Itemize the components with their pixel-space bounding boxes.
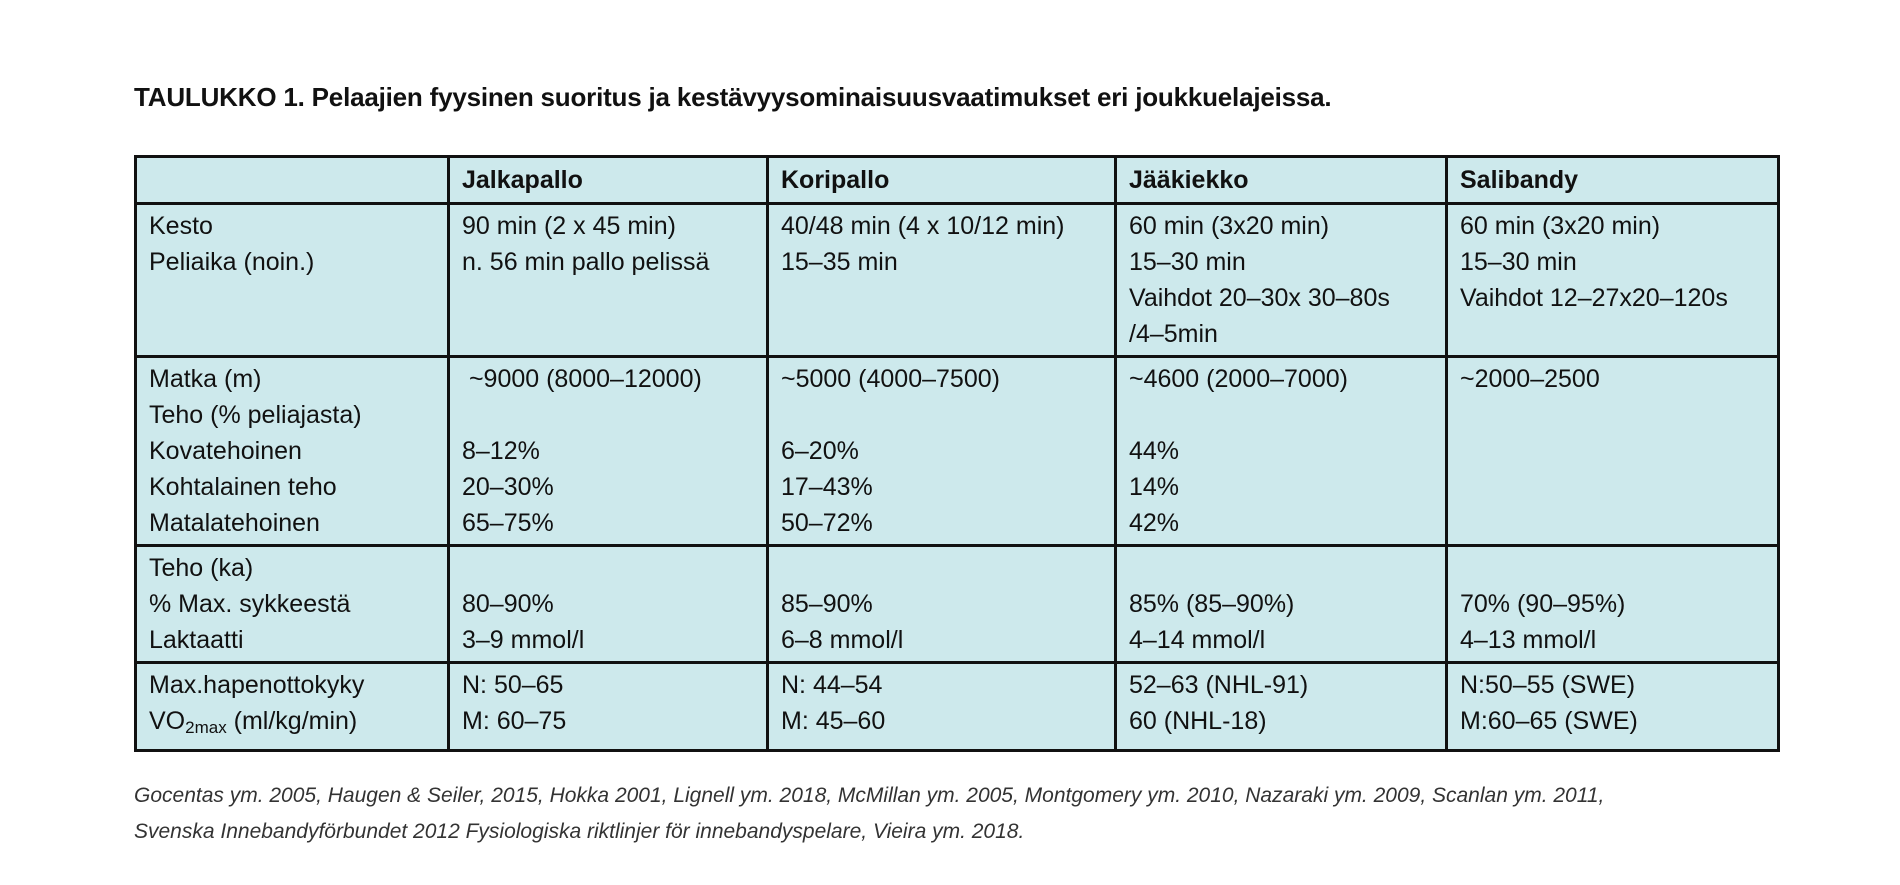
cell-line: 42% <box>1129 509 1180 537</box>
cell-jaakiekko <box>1116 357 1447 546</box>
label-line: Kovatehoinen <box>149 437 302 465</box>
label-line: Peliaika (noin.) <box>149 248 315 276</box>
cell-line: 14% <box>1129 473 1180 501</box>
cell-line <box>781 397 1102 433</box>
row-label <box>136 204 449 357</box>
cell-line: 52–63 (NHL-91) <box>1129 671 1309 699</box>
cell-line: 70% (90–95%) <box>1460 590 1626 618</box>
cell-line: 50–72% <box>781 509 873 537</box>
cell-line: N:50–55 (SWE) <box>1460 671 1636 699</box>
source-line: Gocentas ym. 2005, Haugen & Seiler, 2015, Hokka 2001, Lignell ym. 2018, McMillan ym. 2005, Montgomery ym. 2010, Nazaraki ym. 2009, Scanlan ym. 2011, <box>134 784 1605 807</box>
cell-line: 60 (NHL-18) <box>1129 707 1267 735</box>
cell-line: 8–12% <box>462 437 540 465</box>
cell-line: M: 45–60 <box>781 707 886 735</box>
cell-line: 85% (85–90%) <box>1129 590 1295 618</box>
cell-line: 17–43% <box>781 473 873 501</box>
label-line: Matka (m) <box>149 365 262 393</box>
cell-line: 60 min (3x20 min) <box>1460 212 1661 240</box>
cell-line: 60 min (3x20 min) <box>1129 212 1330 240</box>
cell-line: M: 60–75 <box>462 707 567 735</box>
cell-koripallo <box>768 357 1116 546</box>
cell-koripallo <box>768 663 1116 751</box>
label-line: Teho (% peliajasta) <box>149 401 362 429</box>
cell-line: 15–30 min <box>1129 248 1246 276</box>
cell-line: 20–30% <box>462 473 554 501</box>
row-label <box>136 546 449 663</box>
row-label <box>136 357 449 546</box>
cell-line: ~2000–2500 <box>1460 365 1600 393</box>
cell-line: 85–90% <box>781 590 873 618</box>
cell-line: 15–30 min <box>1460 248 1577 276</box>
cell-line <box>1460 550 1765 586</box>
cell-line <box>462 397 754 433</box>
header-row <box>136 157 1779 204</box>
cell-line: 15–35 min <box>781 248 898 276</box>
label-line: Kesto <box>149 212 213 240</box>
cell-line: Vaihdot 20–30x 30–80s <box>1129 284 1390 312</box>
cell-line <box>781 550 1102 586</box>
cell-line <box>462 550 754 586</box>
cell-koripallo <box>768 546 1116 663</box>
cell-line: 80–90% <box>462 590 554 618</box>
cell-line: Vaihdot 12–27x20–120s <box>1460 284 1728 312</box>
row-label <box>136 663 449 751</box>
source-note <box>134 778 1834 850</box>
cell-line: N: 44–54 <box>781 671 883 699</box>
vo2max-label <box>149 703 435 746</box>
cell-salibandy <box>1447 663 1779 751</box>
cell-line: n. 56 min pallo pelissä <box>462 248 710 276</box>
cell-line: 4–13 mmol/l <box>1460 626 1597 654</box>
cell-koripallo <box>768 204 1116 357</box>
cell-jaakiekko <box>1116 663 1447 751</box>
cell-salibandy <box>1447 357 1779 546</box>
vo-text: VO <box>149 707 186 735</box>
header-empty <box>136 157 449 204</box>
vo-unit: (ml/kg/min) <box>226 707 358 735</box>
header-jaakiekko: Jääkiekko <box>1116 157 1447 204</box>
cell-jalkapallo <box>449 663 768 751</box>
label-line: Teho (ka) <box>149 554 254 582</box>
cell-line: M:60–65 (SWE) <box>1460 707 1638 735</box>
data-table <box>134 155 1780 752</box>
cell-jalkapallo <box>449 204 768 357</box>
header-salibandy: Salibandy <box>1447 157 1779 204</box>
cell-line: 6–20% <box>781 437 859 465</box>
label-line: Laktaatti <box>149 626 244 654</box>
cell-line <box>1129 397 1433 433</box>
header-jalkapallo: Jalkapallo <box>449 157 768 204</box>
cell-line: N: 50–65 <box>462 671 564 699</box>
cell-line: 90 min (2 x 45 min) <box>462 212 676 240</box>
cell-line: 44% <box>1129 437 1180 465</box>
cell-line: 6–8 mmol/l <box>781 626 904 654</box>
cell-line: ~4600 (2000–7000) <box>1129 365 1348 393</box>
label-line: Matalatehoinen <box>149 509 320 537</box>
cell-line: ~9000 (8000–12000) <box>462 365 702 393</box>
source-line: Svenska Innebandyförbundet 2012 Fysiologiska riktlinjer för innebandyspelare, Vieira ym. 2018. <box>134 820 1025 843</box>
table-row <box>136 546 1779 663</box>
table-title: TAULUKKO 1. Pelaajien fyysinen suoritus ja kestävyysominaisuusvaatimukset eri joukkuelajeissa. <box>134 82 1332 112</box>
cell-line: 65–75% <box>462 509 554 537</box>
vo-subscript: 2max <box>185 718 227 737</box>
header-koripallo: Koripallo <box>768 157 1116 204</box>
cell-line: ~5000 (4000–7500) <box>781 365 1000 393</box>
label-line: % Max. sykkeestä <box>149 590 351 618</box>
cell-line: 4–14 mmol/l <box>1129 626 1266 654</box>
cell-line: 40/48 min (4 x 10/12 min) <box>781 212 1065 240</box>
cell-jaakiekko <box>1116 204 1447 357</box>
cell-line: 3–9 mmol/l <box>462 626 585 654</box>
cell-jalkapallo <box>449 357 768 546</box>
label-line: Max.hapenottokyky <box>149 671 365 699</box>
cell-salibandy <box>1447 204 1779 357</box>
table-row <box>136 663 1779 751</box>
cell-jalkapallo <box>449 546 768 663</box>
table-row <box>136 204 1779 357</box>
cell-line: /4–5min <box>1129 320 1218 348</box>
cell-jaakiekko <box>1116 546 1447 663</box>
table-row <box>136 357 1779 546</box>
label-line: Kohtalainen teho <box>149 473 337 501</box>
cell-salibandy <box>1447 546 1779 663</box>
cell-line <box>1129 550 1433 586</box>
